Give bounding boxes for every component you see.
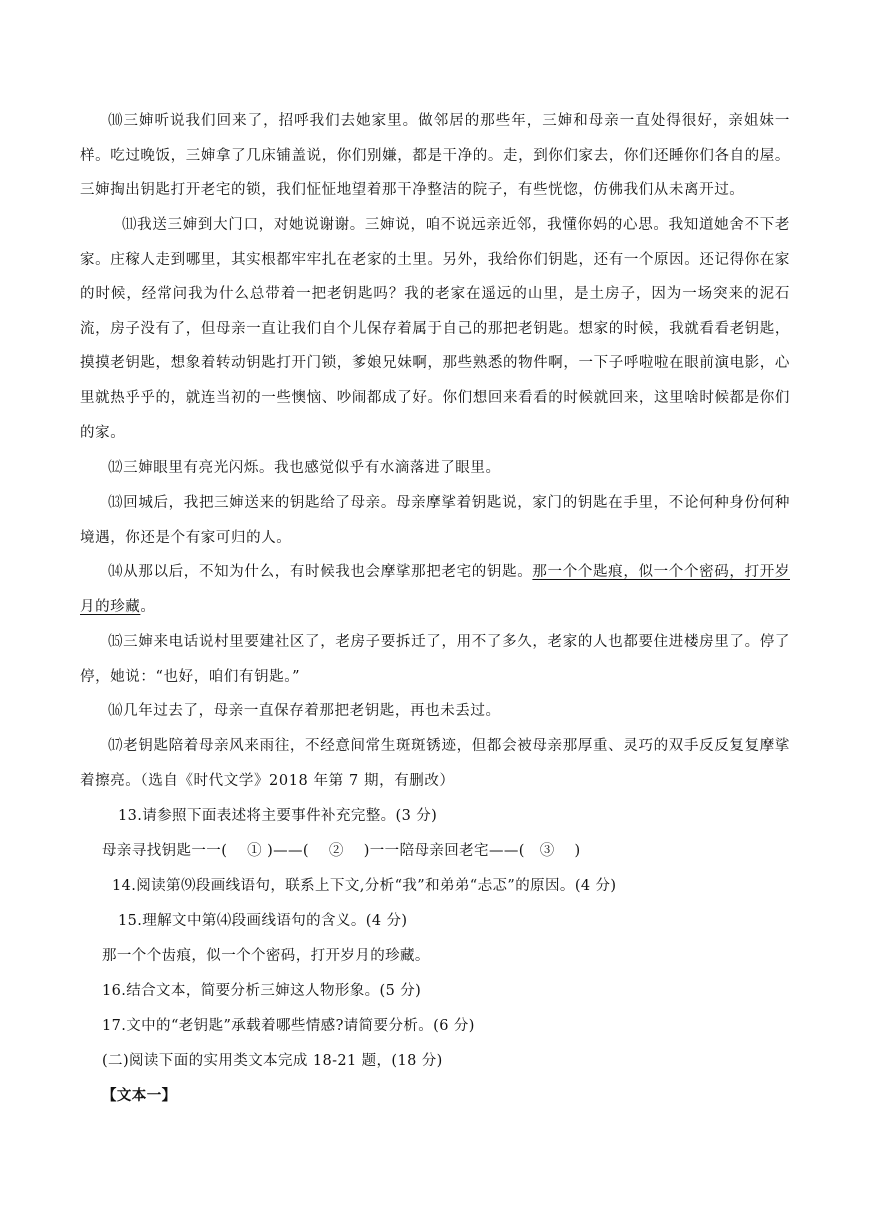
- paragraph-14-end: 。: [140, 598, 156, 615]
- paragraph-11: ⑾我送三婶到大门口，对她说谢谢。三婶说，咱不说远亲近邻，我懂你妈的心思。我知道她舍不下老家。庄稼人走到哪里，其实根都牢牢扎在老家的土里。另外，我给你们钥匙，还有一个原因。还记得你在家的时候，经常问我为什么总带着一把老钥匙吗？我的老家在遥远的山里，是土房子，因为一场突来的泥石流，房子没有了，但母亲一直让我们自个儿保存着属于自己的那把老钥匙。想家的时候，我就看看老钥匙，摸摸老钥匙，想象着转动钥匙打开门锁，爹娘兄妹啊，那些熟悉的物件啊，一下子呼啦啦在眼前演电影，心里就热乎乎的，就连当初的一些懊恼、吵闹都成了好。你们想回来看看的时候就回来，这里啥时候都是你们的家。: [80, 217, 790, 441]
- paragraph-10: ⑽三婶听说我们回来了，招呼我们去她家里。做邻居的那些年，三婶和母亲一直处得很好，亲姐妹一样。吃过晚饭，三婶拿了几床铺盖说，你们别嫌，都是干净的。走，到你们家去，你们还睡你们各自的屋。三婶掏出钥匙打开老宅的锁，我们怔怔地望着那干净整洁的院子，有些恍惚，仿佛我们从未离开过。: [80, 113, 790, 199]
- text-one-label: 【文本一】: [102, 1087, 177, 1104]
- underlined-sentence: 那一个个匙痕，似一个个密码，打开岁月的珍藏: [80, 564, 790, 615]
- question-13-event-chain: 母亲寻找钥匙一一( ① )——( ② )一一陪母亲回老宅——( ③ ): [102, 843, 581, 859]
- paragraph-17: ⒄老钥匙陪着母亲风来雨往，不经意间常生斑斑锈迹，但都会被母亲那厚重、灵巧的双手反反复复摩挲着擦亮。（选自《时代文学》2018 年第 7 期，有删改）: [80, 738, 790, 789]
- paragraph-14: [80, 555, 790, 624]
- question-17: 17.文中的“老钥匙”承载着哪些情感?请简要分析。(6 分): [102, 1018, 475, 1034]
- question-13: 13.请参照下面表述将主要事件补充完整。(3 分): [118, 808, 438, 824]
- paragraph-15: ⒂三婶来电话说村里要建社区了，老房子要拆迁了，用不了多久，老家的人也都要住进楼房里了。停了停，她说：“也好，咱们有钥匙。”: [80, 634, 790, 685]
- question-15-quote: 那一个个齿痕，似一个个密码，打开岁月的珍藏。: [102, 948, 430, 964]
- paragraph-13: ⒀回城后，我把三婶送来的钥匙给了母亲。母亲摩挲着钥匙说，家门的钥匙在手里，不论何种身份何种境遇，你还是个有家可归的人。: [80, 495, 790, 546]
- section-two-heading: (二)阅读下面的实用类文本完成 18-21 题，(18 分): [102, 1053, 443, 1069]
- paragraph-16: ⒃几年过去了，母亲一直保存着那把老钥匙，再也未丢过。: [108, 703, 501, 719]
- question-14: 14.阅读第⑼段画线语句，联系上下文,分析“我”和弟弟“忐忑”的原因。(4 分): [112, 878, 617, 894]
- question-16: 16.结合文本，简要分析三婶这人物形象。(5 分): [102, 983, 422, 999]
- question-15: 15.理解文中第⑷段画线语句的含义。(4 分): [118, 913, 408, 929]
- paragraph-12: ⑿三婶眼里有亮光闪烁。我也感觉似乎有水滴落进了眼里。: [108, 460, 501, 476]
- paragraph-14-lead: ⒁从那以后，不知为什么，有时候我也会摩挲那把老宅的钥匙。: [108, 564, 533, 580]
